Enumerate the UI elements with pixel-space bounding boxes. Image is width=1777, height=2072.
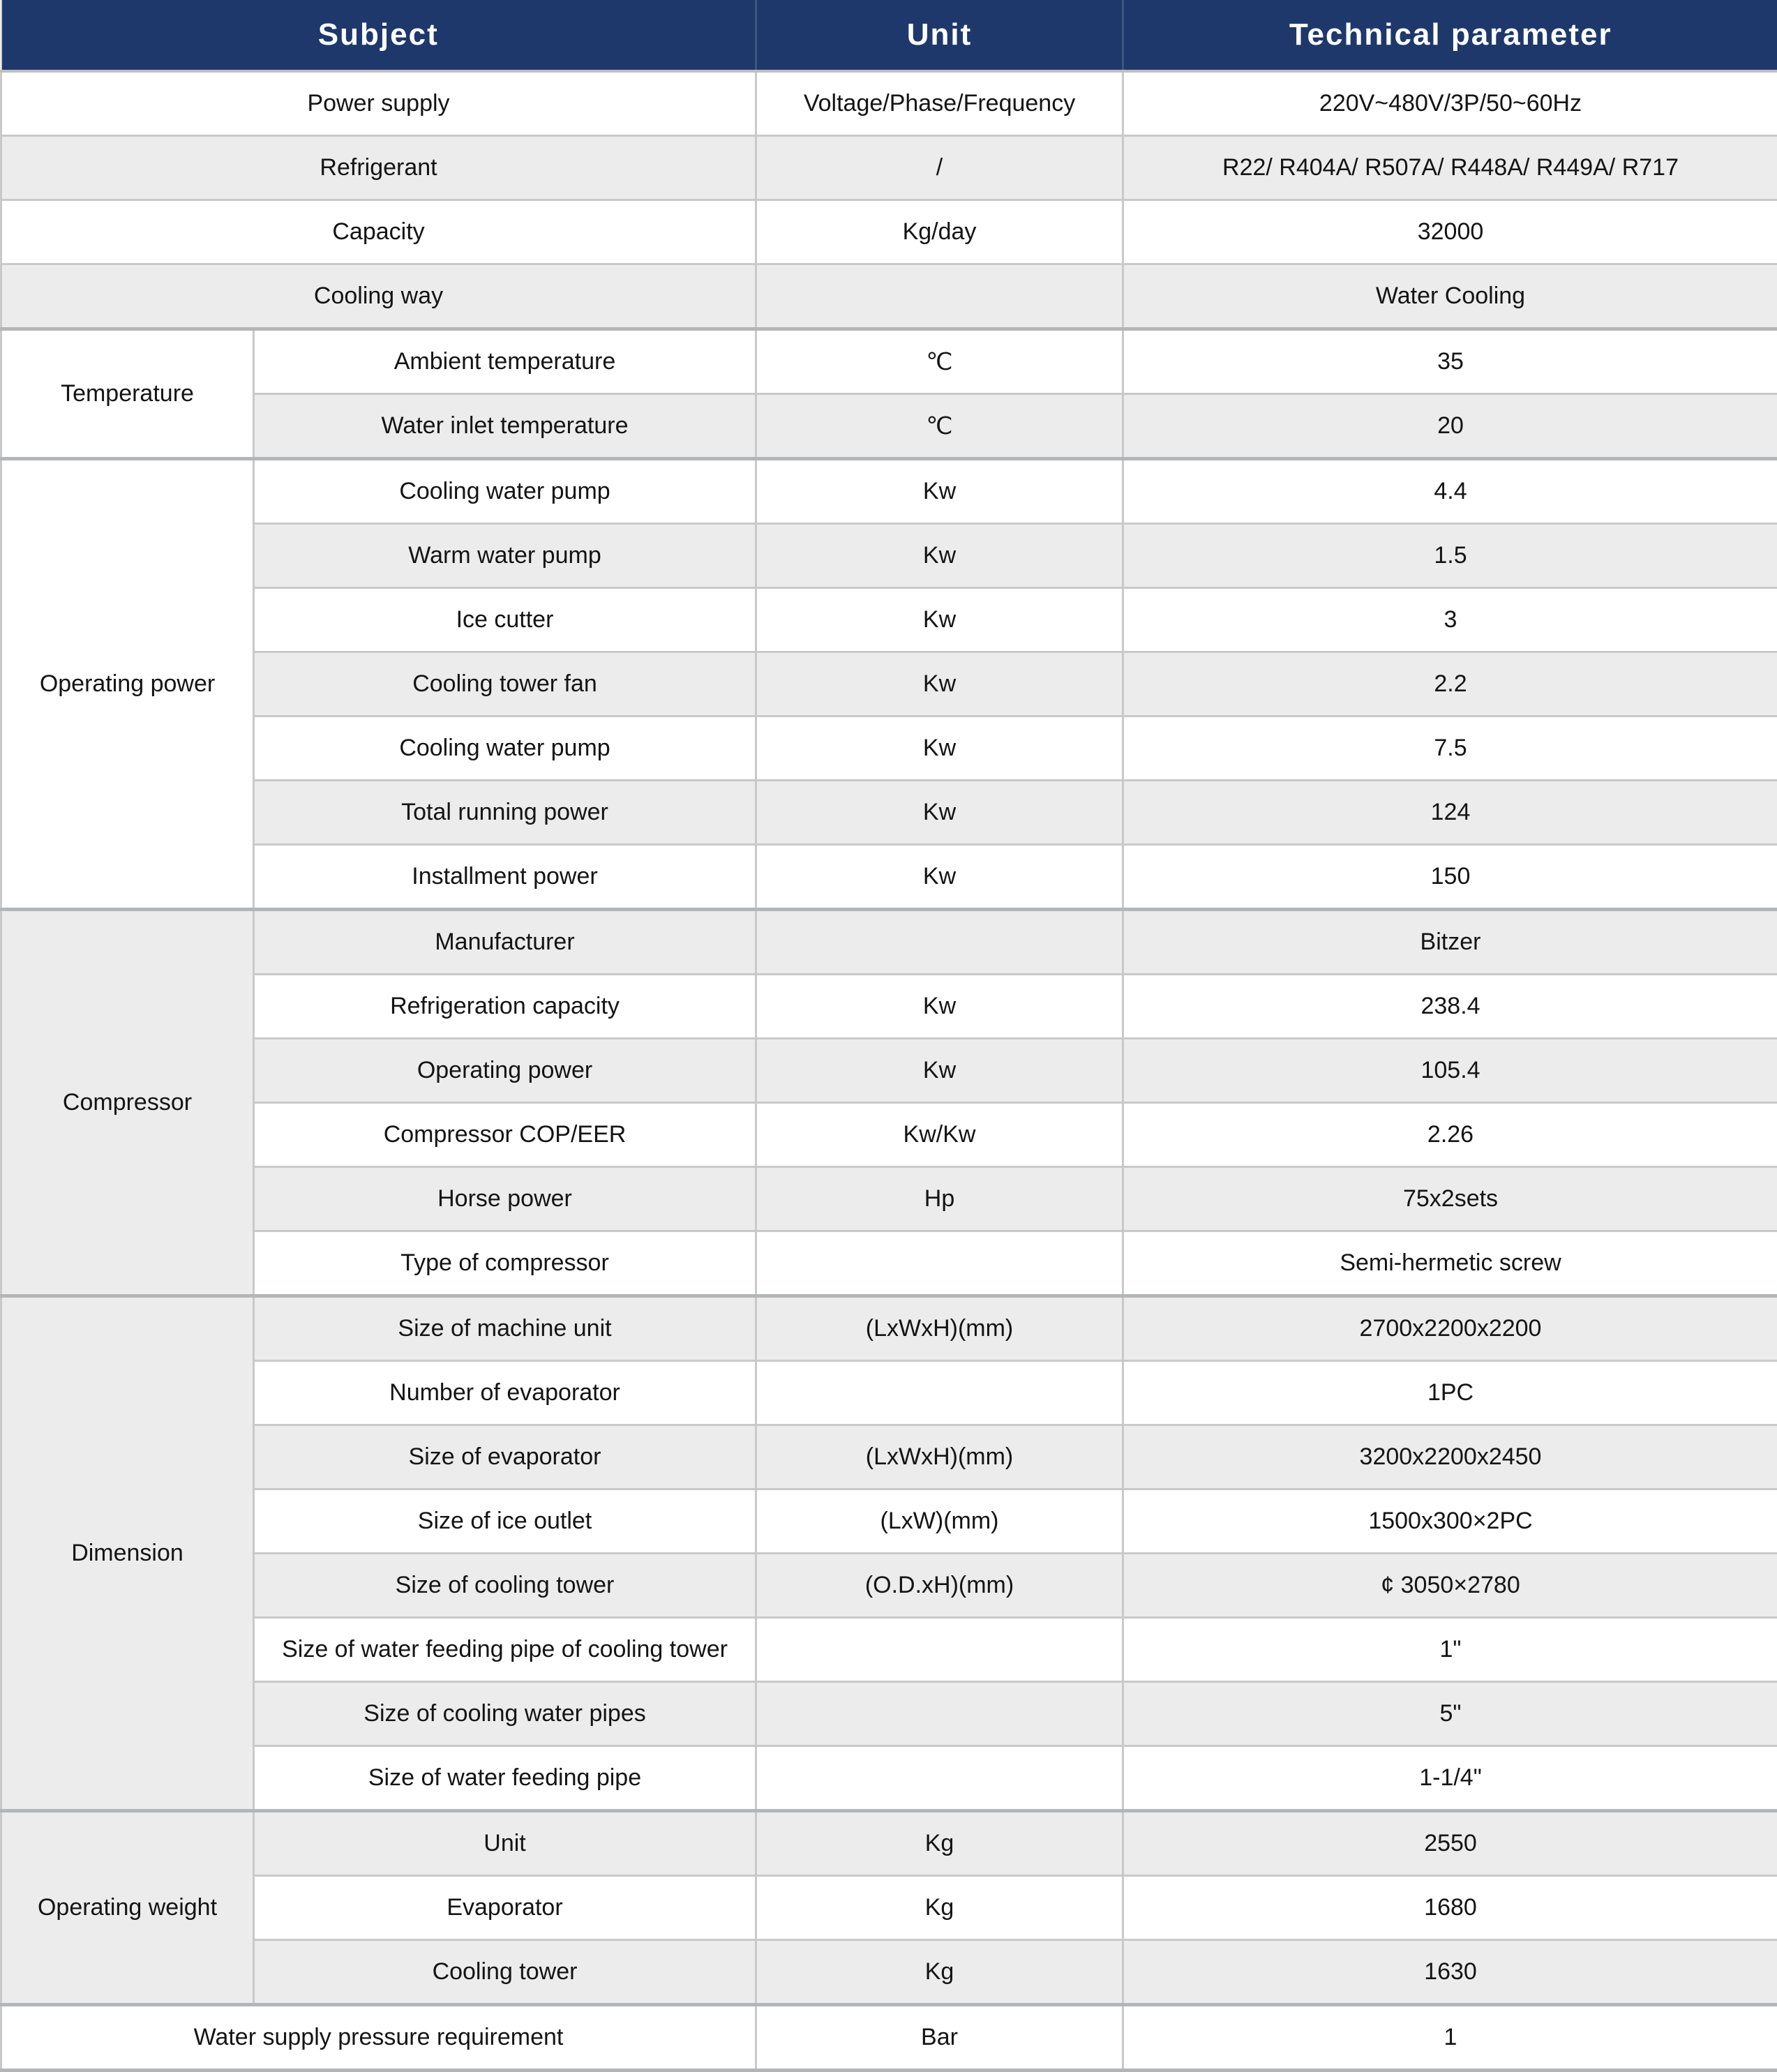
- table-row: [1, 1940, 1777, 2005]
- table-row: [1, 716, 1777, 781]
- parameter-cell: 1": [1123, 1618, 1777, 1682]
- table-body: [1, 71, 1777, 2071]
- table-row: [1, 1682, 1777, 1746]
- subject-cell: Size of evaporator: [254, 1425, 756, 1489]
- subject-cell: Power supply: [1, 71, 756, 136]
- unit-cell: (LxW)(mm): [756, 1489, 1123, 1554]
- unit-cell: Bar: [756, 2005, 1123, 2071]
- header-row: [1, 0, 1777, 71]
- parameter-cell: 2.26: [1123, 1103, 1777, 1167]
- parameter-cell: ¢ 3050×2780: [1123, 1554, 1777, 1618]
- unit-cell: [756, 1361, 1123, 1425]
- unit-cell: ℃: [756, 329, 1123, 394]
- subject-cell: Size of ice outlet: [254, 1489, 756, 1554]
- parameter-cell: 4.4: [1123, 459, 1777, 524]
- subject-cell: Capacity: [1, 200, 756, 264]
- unit-cell: Kw: [756, 975, 1123, 1039]
- unit-cell: Kw: [756, 781, 1123, 845]
- table-row: [1, 71, 1777, 136]
- parameter-cell: 20: [1123, 394, 1777, 459]
- unit-cell: (O.D.xH)(mm): [756, 1554, 1123, 1618]
- table-row: [1, 1103, 1777, 1167]
- unit-cell: Kw: [756, 459, 1123, 524]
- unit-cell: Voltage/Phase/Frequency: [756, 71, 1123, 136]
- table-row: [1, 394, 1777, 459]
- subject-cell: Cooling way: [1, 264, 756, 329]
- subject-cell: Size of water feeding pipe of cooling tower: [254, 1618, 756, 1682]
- unit-cell: Kw: [756, 524, 1123, 588]
- header-parameter: Technical parameter: [1123, 0, 1777, 71]
- subject-cell: Ice cutter: [254, 588, 756, 652]
- subject-cell: Manufacturer: [254, 910, 756, 975]
- unit-cell: Kg/day: [756, 200, 1123, 264]
- table-row: [1, 1231, 1777, 1296]
- subject-cell: Cooling tower: [254, 1940, 756, 2005]
- unit-cell: Kw: [756, 716, 1123, 781]
- header-unit: Unit: [756, 0, 1123, 71]
- unit-cell: Kw/Kw: [756, 1103, 1123, 1167]
- parameter-cell: 150: [1123, 845, 1777, 910]
- table-row: [1, 652, 1777, 716]
- subject-cell: Type of compressor: [254, 1231, 756, 1296]
- unit-cell: Kw: [756, 652, 1123, 716]
- unit-cell: [756, 1618, 1123, 1682]
- parameter-cell: 105.4: [1123, 1039, 1777, 1103]
- group-cell: Compressor: [1, 910, 254, 1296]
- unit-cell: Hp: [756, 1167, 1123, 1231]
- parameter-cell: R22/ R404A/ R507A/ R448A/ R449A/ R717: [1123, 136, 1777, 200]
- table-row: [1, 845, 1777, 910]
- table-row: [1, 200, 1777, 264]
- table-row: [1, 1876, 1777, 1940]
- parameter-cell: 3200x2200x2450: [1123, 1425, 1777, 1489]
- subject-cell: Size of machine unit: [254, 1296, 756, 1361]
- parameter-cell: 7.5: [1123, 716, 1777, 781]
- parameter-cell: 1500x300×2PC: [1123, 1489, 1777, 1554]
- parameter-cell: 5": [1123, 1682, 1777, 1746]
- table-row: [1, 975, 1777, 1039]
- unit-cell: [756, 264, 1123, 329]
- subject-cell: Unit: [254, 1811, 756, 1876]
- subject-cell: Size of water feeding pipe: [254, 1746, 756, 1811]
- table-row: [1, 1167, 1777, 1231]
- subject-cell: Cooling water pump: [254, 716, 756, 781]
- parameter-cell: 35: [1123, 329, 1777, 394]
- subject-cell: Warm water pump: [254, 524, 756, 588]
- table-row: [1, 1811, 1777, 1876]
- table-row: [1, 459, 1777, 524]
- parameter-cell: 2.2: [1123, 652, 1777, 716]
- table-row: [1, 1039, 1777, 1103]
- subject-cell: Refrigerant: [1, 136, 756, 200]
- table-row: [1, 524, 1777, 588]
- table-row: [1, 781, 1777, 845]
- unit-cell: Kg: [756, 1876, 1123, 1940]
- unit-cell: Kg: [756, 1940, 1123, 2005]
- parameter-cell: 124: [1123, 781, 1777, 845]
- subject-cell: Number of evaporator: [254, 1361, 756, 1425]
- parameter-cell: 1-1/4": [1123, 1746, 1777, 1811]
- unit-cell: Kw: [756, 1039, 1123, 1103]
- unit-cell: Kg: [756, 1811, 1123, 1876]
- subject-cell: Evaporator: [254, 1876, 756, 1940]
- group-cell: Operating power: [1, 459, 254, 910]
- parameter-cell: Water Cooling: [1123, 264, 1777, 329]
- table-row: [1, 136, 1777, 200]
- subject-cell: Water inlet temperature: [254, 394, 756, 459]
- group-cell: Temperature: [1, 329, 254, 459]
- header-subject: Subject: [1, 0, 756, 71]
- parameter-cell: 1PC: [1123, 1361, 1777, 1425]
- table-row: [1, 1425, 1777, 1489]
- subject-cell: Cooling tower fan: [254, 652, 756, 716]
- parameter-cell: 32000: [1123, 200, 1777, 264]
- subject-cell: Size of cooling water pipes: [254, 1682, 756, 1746]
- subject-cell: Size of cooling tower: [254, 1554, 756, 1618]
- unit-cell: [756, 910, 1123, 975]
- parameter-cell: 3: [1123, 588, 1777, 652]
- unit-cell: ℃: [756, 394, 1123, 459]
- unit-cell: [756, 1231, 1123, 1296]
- subject-cell: Water supply pressure requirement: [1, 2005, 756, 2071]
- table-row: [1, 588, 1777, 652]
- table-row: [1, 1296, 1777, 1361]
- parameter-cell: 75x2sets: [1123, 1167, 1777, 1231]
- unit-cell: Kw: [756, 588, 1123, 652]
- subject-cell: Refrigeration capacity: [254, 975, 756, 1039]
- parameter-cell: Semi-hermetic screw: [1123, 1231, 1777, 1296]
- table-row: [1, 1554, 1777, 1618]
- parameter-cell: 1630: [1123, 1940, 1777, 2005]
- subject-cell: Horse power: [254, 1167, 756, 1231]
- table-row: [1, 1489, 1777, 1554]
- subject-cell: Ambient temperature: [254, 329, 756, 394]
- parameter-cell: 1.5: [1123, 524, 1777, 588]
- group-cell: Operating weight: [1, 1811, 254, 2005]
- table-row: [1, 1618, 1777, 1682]
- unit-cell: (LxWxH)(mm): [756, 1296, 1123, 1361]
- table-row: [1, 264, 1777, 329]
- unit-cell: (LxWxH)(mm): [756, 1425, 1123, 1489]
- unit-cell: [756, 1746, 1123, 1811]
- parameter-cell: 2550: [1123, 1811, 1777, 1876]
- subject-cell: Compressor COP/EER: [254, 1103, 756, 1167]
- subject-cell: Total running power: [254, 781, 756, 845]
- parameter-cell: 2700x2200x2200: [1123, 1296, 1777, 1361]
- subject-cell: Cooling water pump: [254, 459, 756, 524]
- unit-cell: Kw: [756, 845, 1123, 910]
- parameter-cell: 1680: [1123, 1876, 1777, 1940]
- parameter-cell: Bitzer: [1123, 910, 1777, 975]
- table-row: [1, 329, 1777, 394]
- unit-cell: /: [756, 136, 1123, 200]
- parameter-cell: 1: [1123, 2005, 1777, 2071]
- table-row: [1, 1361, 1777, 1425]
- table-row: [1, 1746, 1777, 1811]
- table-row: [1, 910, 1777, 975]
- table-row: [1, 2005, 1777, 2071]
- unit-cell: [756, 1682, 1123, 1746]
- parameter-cell: 238.4: [1123, 975, 1777, 1039]
- group-cell: Dimension: [1, 1296, 254, 1811]
- subject-cell: Operating power: [254, 1039, 756, 1103]
- parameter-cell: 220V~480V/3P/50~60Hz: [1123, 71, 1777, 136]
- subject-cell: Installment power: [254, 845, 756, 910]
